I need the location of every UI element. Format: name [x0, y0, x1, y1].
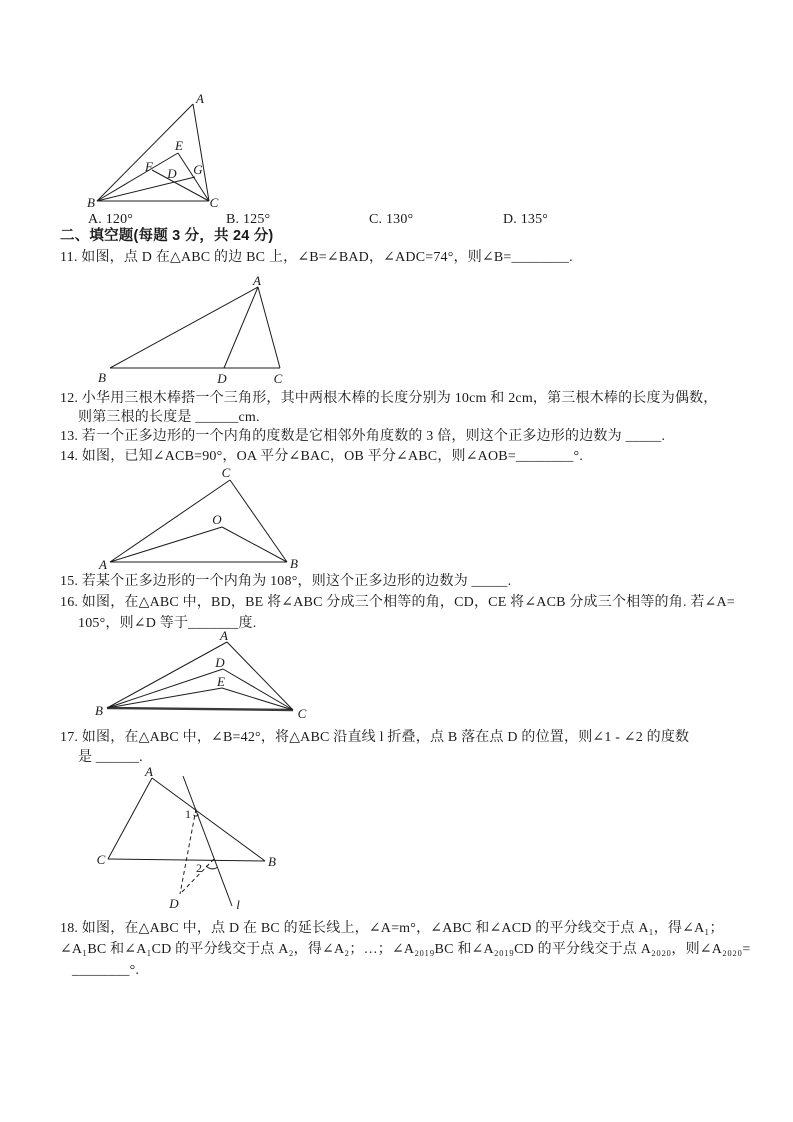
figure-line: [108, 778, 152, 859]
figure-line: [223, 669, 293, 710]
vertex-label-e: E: [175, 138, 183, 153]
angle-label-1: 1: [185, 807, 191, 821]
question-16-line1: 16. 如图，在△ABC 中，BD，BE 将∠ABC 分成三个相等的角，CD，CE 将∠ACB 分成三个相等的角. 若∠A=: [60, 595, 735, 610]
vertex-label-d: D: [217, 371, 227, 386]
figure-line: [97, 177, 195, 201]
figure-line: [107, 708, 293, 710]
figure-line: [222, 527, 287, 562]
figure-line: [107, 642, 227, 708]
vertex-label-g: G: [193, 162, 203, 177]
question-12-line2: 则第三根的长度是 ______cm.: [78, 410, 260, 425]
q16-figure: [90, 628, 315, 723]
vertex-label-a: A: [196, 91, 204, 106]
question-17-line1: 17. 如图，在△ABC 中，∠B=42°，将△ABC 沿直线 l 折叠，点 B 落在点 D 的位置，则∠1 - ∠2 的度数: [60, 730, 690, 745]
angle-label-2: 2: [196, 861, 202, 875]
figure-line: [107, 669, 223, 708]
q14-figure: [95, 462, 310, 574]
fold-dashed-line: [180, 809, 196, 894]
vertex-label-b: B: [290, 556, 298, 571]
vertex-label-c: C: [209, 195, 219, 210]
figure-line: [110, 527, 222, 562]
figure-line: [258, 287, 280, 368]
vertex-label-d: D: [169, 896, 179, 911]
vertex-label-b: B: [95, 703, 103, 718]
vertex-label-d: D: [167, 166, 177, 181]
figure-line: [224, 287, 258, 368]
q10-option-a: A. 120°: [88, 212, 134, 227]
q10-figure: [85, 85, 225, 213]
q11-figure: [95, 273, 307, 388]
figure-line: [230, 480, 287, 562]
question-16-line2: 105°，则∠D 等于_______度.: [78, 616, 257, 631]
vertex-label-f: F: [145, 159, 153, 174]
question-17-line2: 是 ______.: [78, 750, 143, 765]
fold-line-l: [183, 776, 232, 906]
vertex-label-a: A: [99, 557, 107, 572]
vertex-label-o: O: [212, 512, 222, 527]
vertex-label-e: E: [217, 674, 225, 689]
vertex-label-a: A: [145, 764, 153, 779]
vertex-label-c: C: [297, 706, 307, 721]
vertex-label-b: B: [268, 854, 276, 869]
vertex-label-c: C: [221, 465, 231, 480]
figure-line: [110, 287, 258, 368]
vertex-label-b: B: [87, 195, 95, 210]
vertex-label-a: A: [253, 273, 261, 288]
q10-option-d: D. 135°: [503, 212, 549, 227]
angle-arc-1: [193, 815, 198, 817]
q10-option-c: C. 130°: [369, 212, 414, 227]
question-13-text: 13. 若一个正多边形的一个内角的度数是它相邻外角度数的 3 倍，则这个正多边形的边数为 _____.: [60, 429, 666, 444]
vertex-label-b: B: [98, 370, 106, 385]
angle-arc-2: [206, 866, 217, 869]
section-title: 二、填空题(每题 3 分，共 24 分): [60, 228, 274, 244]
figure-line: [193, 104, 209, 201]
question-15-text: 15. 若某个正多边形的一个内角为 108°，则这个正多边形的边数为 _____.: [60, 574, 512, 589]
question-18-line2: ∠A₁BC 和∠A₁CD 的平分线交于点 A₂，得∠A₂；…；∠A₂₀₁₉BC 和∠A₂₀₁₉CD 的平分线交于点 A₂₀₂₀，则∠A₂₀₂₀=: [60, 942, 751, 957]
vertex-label-c: C: [96, 852, 106, 867]
vertex-label-c: C: [273, 371, 283, 386]
question-11-text: 11. 如图，点 D 在△ABC 的边 BC 上，∠B=∠BAD，∠ADC=74°，则∠B=________.: [60, 250, 573, 265]
q10-option-b: B. 125°: [226, 212, 271, 227]
question-12-line1: 12. 小华用三根木棒搭一个三角形，其中两根木棒的长度分别为 10cm 和 2cm，第三根木棒的长度为偶数，: [60, 391, 718, 406]
q17-figure: [95, 762, 287, 914]
question-18-line3: ________°.: [72, 963, 140, 978]
figure-line: [152, 778, 265, 861]
question-14-text: 14. 如图，已知∠ACB=90°，OA 平分∠BAC，OB 平分∠ABC，则∠AOB=________°.: [60, 449, 584, 464]
vertex-label-a: A: [220, 628, 228, 643]
question-18-line1: 18. 如图，在△ABC 中，点 D 在 BC 的延长线上，∠A=m°，∠ABC 和∠ACD 的平分线交于点 A₁，得∠A₁；: [60, 921, 724, 936]
vertex-label-d: D: [215, 655, 225, 670]
line-label-l: l: [236, 897, 240, 912]
